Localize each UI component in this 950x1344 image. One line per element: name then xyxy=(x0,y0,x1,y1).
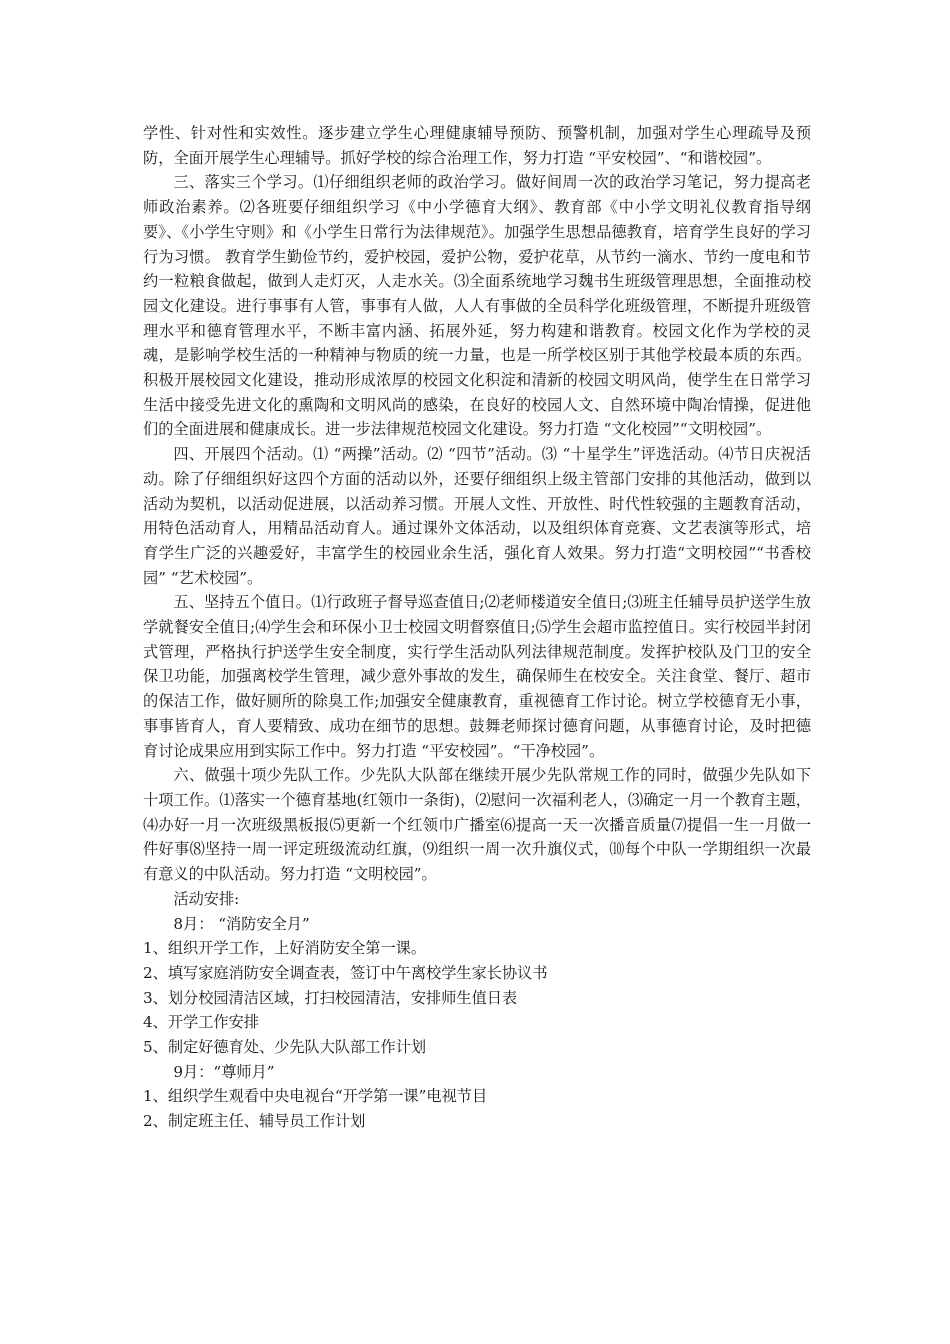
activity-schedule-heading: 活动安排: xyxy=(173,889,240,908)
list-item: 2、填写家庭消防安全调查表，签订中午离校学生家长协议书 xyxy=(143,963,548,982)
month-heading-september: 9月：“尊师月” xyxy=(173,1062,275,1081)
paragraph-section-six: 六、做强十项少先队工作。少先队大队部在继续开展少先队常规工作的同时，做强少先队如下十项工作。⑴落实一个德育基地(红领巾一条街)，⑵慰问一次福利老人，⑶确定一月一个教育主题，⑷办好一月一次班级黑板报⑸更新一个红领巾广播室⑹提高一天一次播音质量⑺提倡一生一月做一件好事⑻坚持一周一评定班级流动红旗，⑼组织一周一次升旗仪式，⑽每个中队一学期组织一次最有意义的中队活动。努力打造 “文明校园”。 xyxy=(143,766,811,884)
document-body xyxy=(143,121,811,1134)
month-heading-august: 8月： “消防安全月” xyxy=(173,914,310,933)
list-item: 1、组织开学工作，上好消防安全第一课。 xyxy=(143,939,427,958)
paragraph-intro-continuation: 学性、针对性和实效性。逐步建立学生心理健康辅导预防、预警机制，加强对学生心理疏导及预防，全面开展学生心理辅导。抓好学校的综合治理工作，努力打造 “平安校园”、“和谐校园”。 xyxy=(143,124,811,167)
paragraph-section-four: 四、开展四个活动。⑴ “两操”活动。⑵ “四节”活动。⑶ “十星学生”评选活动。⑷节日庆祝活动。除了仔细组织好这四个方面的活动以外，还要仔细组织上级主管部门安排的其他活动，做到以活动为契机，以活动促进展，以活动养习惯。开展人文性、开放性、时代性较强的主题教育活动，用特色活动育人，用精品活动育人。通过课外文体活动，以及组织体育竞赛、文艺表演等形式，培育学生广泛的兴趣爱好，丰富学生的校园业余生活，强化育人效果。努力打造“文明校园”“书香校园” “艺术校园”。 xyxy=(143,445,811,587)
list-item: 2、制定班主任、辅导员工作计划 xyxy=(143,1112,366,1131)
list-item: 4、开学工作安排 xyxy=(143,1013,259,1032)
paragraph-section-five: 五、坚持五个值日。⑴行政班子督导巡查值日;⑵老师楼道安全值日;⑶班主任辅导员护送学生放学就餐安全值日;⑷学生会和环保小卫士校园文明督察值日;⑸学生会超市监控值日。实行校园半封闭式管理，严格执行护送学生安全制度，实行学生活动队列法律规范制度。发挥护校队及门卫的安全保卫功能，加强离校学生管理，减少意外事故的发生，确保师生在校安全。关注食堂、餐厅、超市的保洁工作，做好厕所的除臭工作;加强安全健康教育，重视德育工作讨论。树立学校德育无小事，事事皆育人，育人要精致、成功在细节的思想。鼓舞老师探讨德育问题，从事德育讨论，及时把德育讨论成果应用到实际工作中。努力打造 “平安校园”。“干净校园”。 xyxy=(143,593,811,760)
list-item: 5、制定好德育处、少先队大队部工作计划 xyxy=(143,1038,427,1057)
paragraph-section-three: 三、落实三个学习。⑴仔细组织老师的政治学习。做好间周一次的政治学习笔记，努力提高老师政治素养。⑵各班要仔细组织学习《中小学德育大纲》、教育部《中小学文明礼仪教育指导纲要》、《小学生守则》和《小学生日常行为法律规范》。加强学生思想品德教育，培育学生良好的学习行为习惯。 教育学生勤俭节约，爱护校园，爱护公物，爱护花草，从节约一滴水、节约一度电和节约一粒粮食做起，做到人走灯灭，人走水关。⑶全面系统地学习魏书生班级管理思想，全面推动校园文化建设。进行事事有人管，事事有人做，人人有事做的全员科学化班级管理，不断提升班级管理水平和德育管理水平，不断丰富内涵、拓展外延，努力构建和谐教育。校园文化作为学校的灵魂，是影响学校生活的一种精神与物质的统一力量，也是一所学校区别于其他学校最本质的东西。积极开展校园文化建设，推动形成浓厚的校园文化积淀和清新的校园文明风尚，使学生在日常学习生活中接受先进文化的熏陶和文明风尚的感染，在良好的校园人文、自然环境中陶冶情操，促进他们的全面进展和健康成长。进一步法律规范校园文化建设。努力打造 “文化校园”“文明校园”。 xyxy=(143,173,811,439)
list-item: 3、划分校园清洁区域，打扫校园清洁，安排师生值日表 xyxy=(143,988,518,1007)
list-item: 1、组织学生观看中央电视台“开学第一课”电视节目 xyxy=(143,1087,488,1106)
